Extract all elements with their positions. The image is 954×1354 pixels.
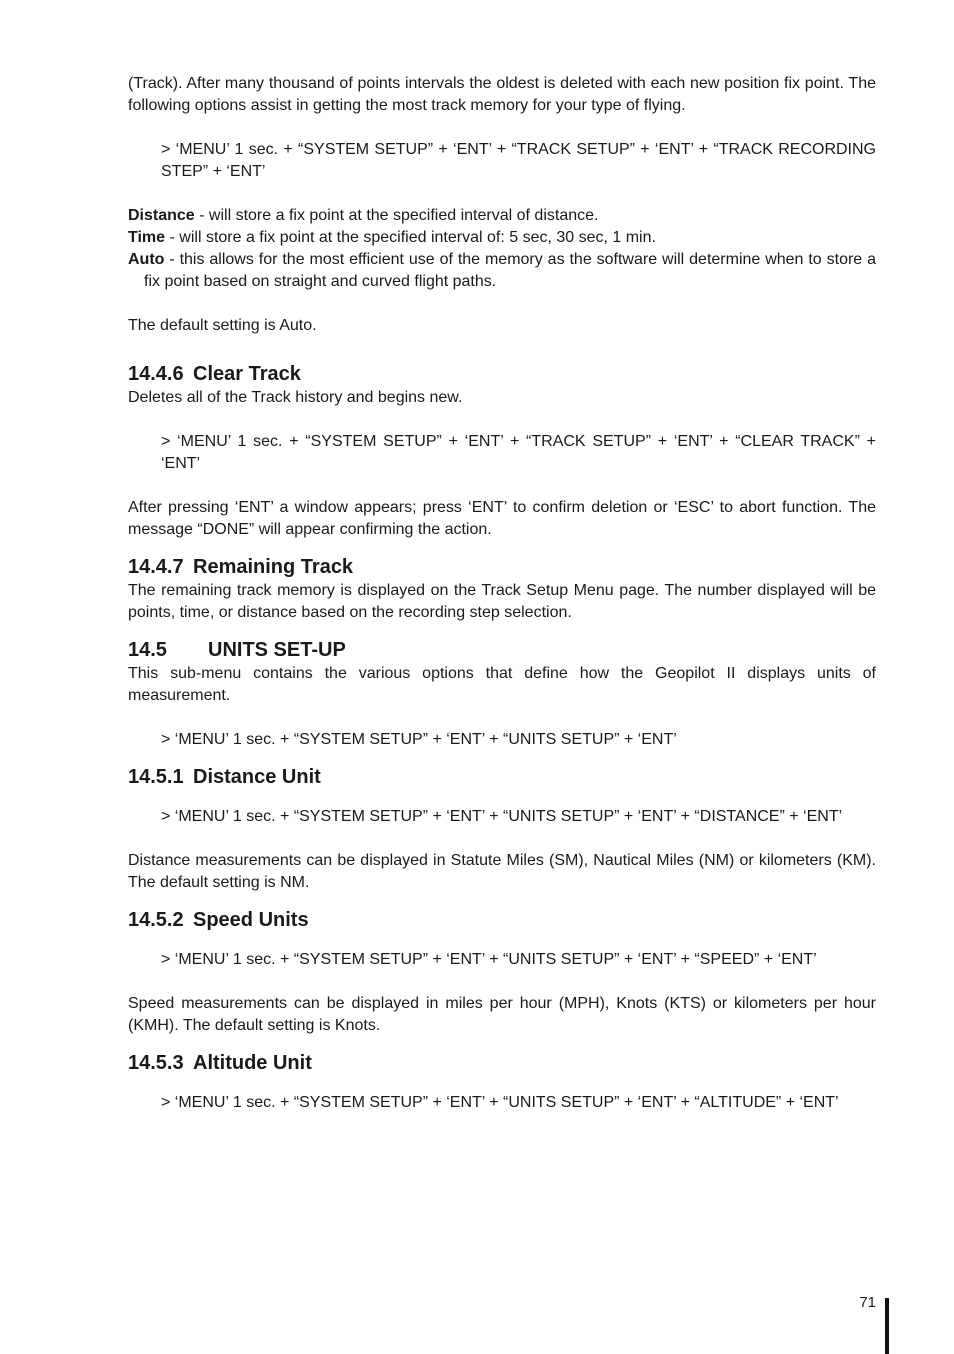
option-distance: [128, 205, 876, 227]
section-number: 14.5.3: [128, 1052, 184, 1074]
option-auto: [128, 249, 876, 293]
page-edge-bar: [885, 1298, 889, 1354]
section-number: 14.5.1: [128, 766, 184, 788]
section-title: UNITS SET-UP: [208, 639, 346, 661]
section-title: Remaining Track: [193, 556, 354, 578]
units-setup-desc: This sub-menu contains the various options that define how the Geopilot II displays units of measurement.: [128, 665, 876, 704]
option-term: Time: [128, 229, 166, 246]
command-clear-track: > ‘MENU’ 1 sec. + “SYSTEM SETUP” + ‘ENT’ + “TRACK SETUP” + ‘ENT’ + “CLEAR TRACK” + ‘ENT’: [161, 433, 876, 472]
option-time: [128, 227, 876, 249]
option-term: Distance: [128, 207, 195, 224]
command-units-setup: > ‘MENU’ 1 sec. + “SYSTEM SETUP” + ‘ENT’ + “UNITS SETUP” + ‘ENT’: [161, 731, 677, 748]
remaining-track-desc: The remaining track memory is displayed on the Track Setup Menu page. The number displayed will be points, time, or distance based on the recording step selection.: [128, 582, 876, 621]
heading-remaining-track: [128, 554, 876, 580]
distance-unit-desc: Distance measurements can be displayed in Statute Miles (SM), Nautical Miles (NM) or kilometers (KM). The default setting is NM.: [128, 852, 876, 891]
intro-paragraph: (Track). After many thousand of points intervals the oldest is deleted with each new position fix point. The following options assist in getting the most track memory for your type of flying.: [128, 75, 876, 114]
command-distance-unit: > ‘MENU’ 1 sec. + “SYSTEM SETUP” + ‘ENT’ + “UNITS SETUP” + ‘ENT’ + “DISTANCE” + ‘ENT’: [161, 808, 843, 825]
heading-units-setup: [128, 637, 876, 663]
section-number: 14.4.7: [128, 556, 184, 578]
section-title: Speed Units: [193, 909, 309, 931]
default-auto-note: The default setting is Auto.: [128, 317, 317, 334]
heading-altitude-unit: [128, 1050, 876, 1076]
heading-speed-units: [128, 907, 876, 933]
option-text: - this allows for the most efficient use of the memory as the software will determine when to store a fix point based on straight and curved flight paths.: [144, 251, 876, 290]
section-number: 14.5.2: [128, 909, 184, 931]
option-text: - will store a fix point at the specified interval of distance.: [194, 207, 599, 224]
heading-distance-unit: [128, 764, 876, 790]
section-number: 14.4.6: [128, 363, 184, 385]
command-speed-units: > ‘MENU’ 1 sec. + “SYSTEM SETUP” + ‘ENT’ + “UNITS SETUP” + ‘ENT’ + “SPEED” + ‘ENT’: [161, 951, 817, 968]
speed-units-desc: Speed measurements can be displayed in miles per hour (MPH), Knots (KTS) or kilometers per hour (KMH). The default setting is Knots.: [128, 995, 876, 1034]
option-term: Auto: [128, 251, 165, 268]
section-number: 14.5: [128, 639, 167, 661]
command-track-step: > ‘MENU’ 1 sec. + “SYSTEM SETUP” + ‘ENT’ + “TRACK SETUP” + ‘ENT’ + “TRACK RECORDING STEP” + ‘ENT’: [161, 141, 876, 180]
section-title: Clear Track: [193, 363, 301, 385]
section-title: Distance Unit: [193, 766, 321, 788]
clear-track-note: After pressing ‘ENT’ a window appears; press ‘ENT’ to confirm deletion or ‘ESC’ to abort function. The message “DONE” will appear confirming the action.: [128, 499, 876, 538]
option-text: - will store a fix point at the specified interval of: 5 sec, 30 sec, 1 min.: [165, 229, 656, 246]
heading-clear-track: [128, 361, 876, 387]
page-number: 71: [859, 1294, 876, 1311]
clear-track-desc: Deletes all of the Track history and begins new.: [128, 389, 463, 406]
page-body: [128, 73, 876, 1114]
section-title: Altitude Unit: [193, 1052, 312, 1074]
command-altitude-unit: > ‘MENU’ 1 sec. + “SYSTEM SETUP” + ‘ENT’ + “UNITS SETUP” + ‘ENT’ + “ALTITUDE” + ‘ENT’: [161, 1094, 839, 1111]
